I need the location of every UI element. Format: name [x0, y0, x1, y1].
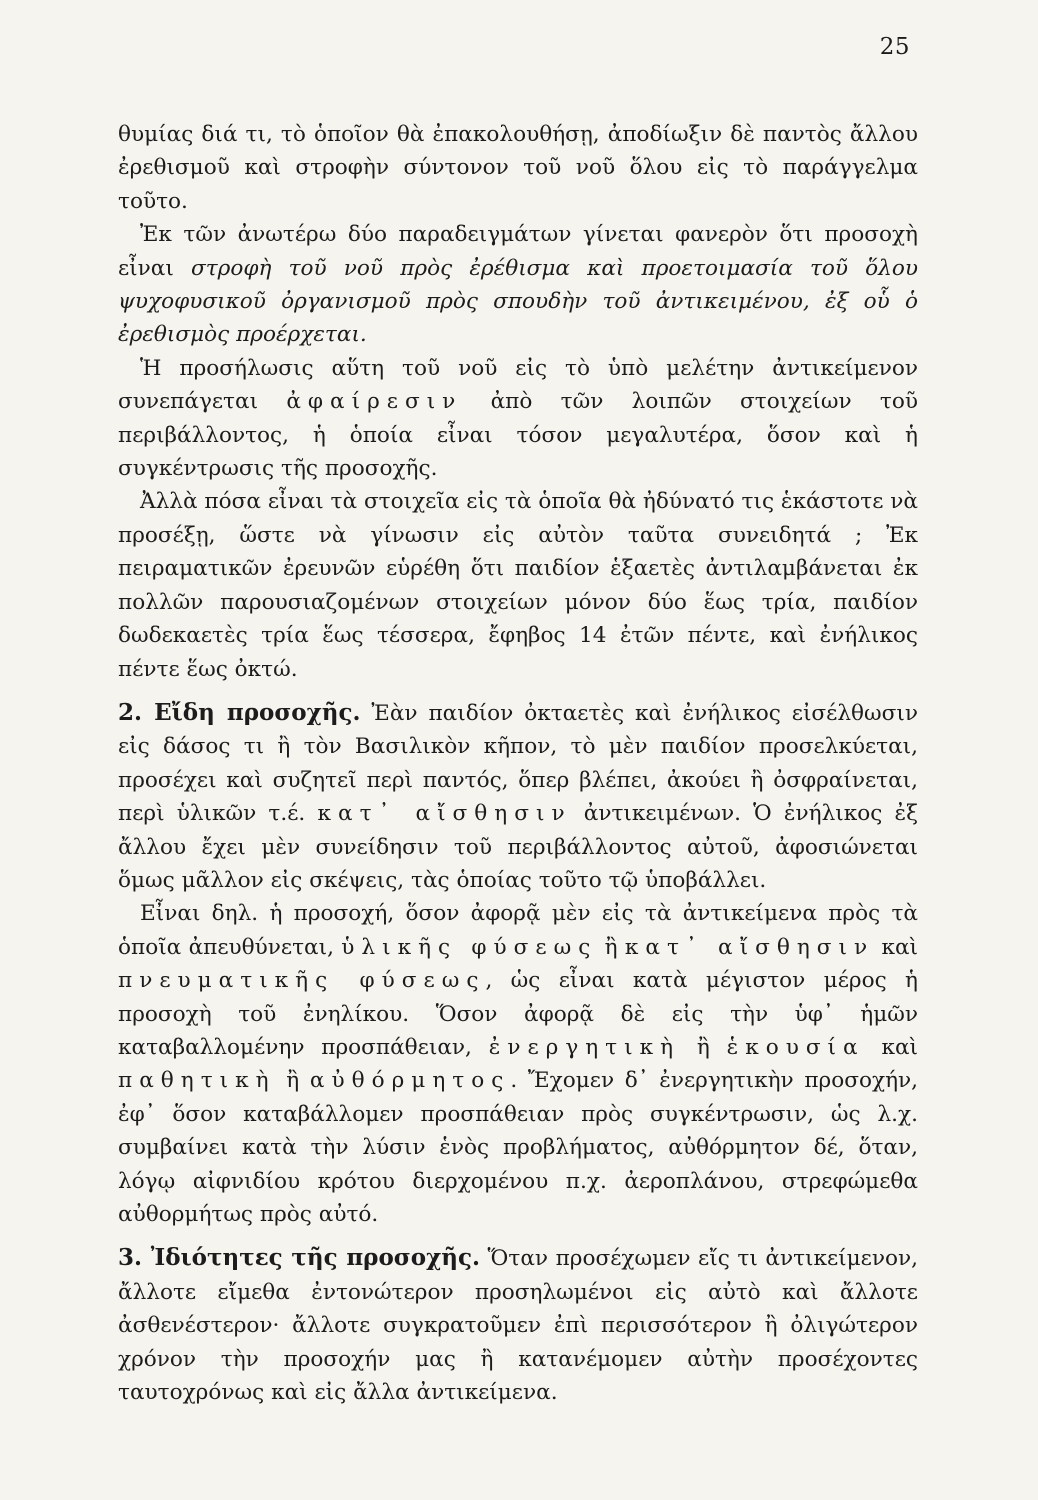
paragraph-text: Ἡ προσήλωσις αὕτη τοῦ νοῦ εἰς τὸ ὑπὸ μελέτην ἀντικείμενον συνεπάγεται [118, 355, 918, 415]
emphasis-spaced: πνευματικῆς φύσεως [118, 968, 486, 994]
page-number: 25 [879, 34, 910, 60]
paragraph-text: ἢ [680, 1034, 727, 1060]
paragraph-text: . Ἔχομεν δ᾽ ἐνεργητικὴν προσοχήν, ἐφ᾽ ὅσον καταβάλλομεν προσπάθειαν πρὸς συγκέντρωσιν, ὡς λ.χ. συμβαίνει κατὰ τὴν λύσιν ἑνὸς προβλήματος, αὐθόρμητον δέ, ὅταν, λόγῳ αἰφνιδίου κρότου διερχομένου π.χ. ἀεροπλάνου, στρεφώμεθα αὐθορμήτως πρὸς αὐτό. [118, 1068, 918, 1227]
paragraph-text: , ὡς εἶναι κατὰ μέγιστον μέρος ἡ προσοχὴ τοῦ ἐνηλίκου. Ὅσον ἀφορᾷ δὲ εἰς τὴν ὑφ᾽ ἡμῶν καταβαλλομένην προσπάθειαν, [118, 968, 918, 1060]
paragraph-text: Ἐκ τῶν ἀνωτέρω δύο παραδειγμάτων γίνεται φανερὸν ὅτι προσοχὴ εἶναι [118, 222, 918, 281]
paragraph-text: Ὅταν προσέχωμεν εἴς τι ἀντικείμενον, ἄλλοτε εἴμεθα ἐντονώτερον προσηλωμένοι εἰς αὐτὸ καὶ ἄλλοτε ἀσθενέστερον· ἄλλοτε συγκρατοῦμεν ἐπὶ περισσότερον ἢ ὀλιγώτερον χρόνον τὴν προσοχήν μας ἢ κατανέμομεν αὐτὴν προσέχοντες ταυτοχρόνως καὶ εἰς ἄλλα ἀντικείμενα. [118, 1246, 918, 1406]
paragraph-text: ἀπὸ τῶν λοιπῶν στοιχείων τοῦ περιβάλλοντος, ἡ ὁποία εἶναι τόσον μεγαλυτέρα, ὅσον καὶ ἡ συγκέντρωσις τῆς προσοχῆς. [118, 389, 918, 482]
paragraph-text: ἀντικειμένων. Ὁ ἐνήλικος ἐξ ἄλλου ἔχει μὲν συνείδησιν τοῦ περιβάλλοντος αὐτοῦ, ἀφοσιώνεται ὅμως μᾶλλον εἰς σκέψεις, τὰς ὁποίας τοῦτο τῷ ὑποβάλλει. [118, 801, 918, 893]
paragraph-text: Ἐὰν παιδίον ὀκταετὲς καὶ ἐνήλικος εἰσέλθωσιν εἰς δάσος τι ἢ τὸν Βασιλικὸν κῆπον, τὸ μὲν παιδίον προσελκύεται, προσέχει καὶ συζητεῖ περὶ παντός, ὅπερ βλέπει, ἀκούει ἢ ὀσφραίνεται, περὶ ὑλικῶν τ.έ. [118, 700, 918, 827]
definition-italic: στροφὴ τοῦ νοῦ πρὸς ἐρέθισμα καὶ προετοιμασία τοῦ ὅλου ψυχοφυσικοῦ ὀργανισμοῦ πρὸς σπουδὴν τοῦ ἀντικειμένου, ἐξ οὗ ὁ ἐρεθισμὸς προέρχεται. [118, 255, 918, 348]
paragraph-text: ἢ [597, 934, 625, 960]
paragraph-kinds [118, 897, 918, 1231]
emphasis-spaced: ἀφαίρεσιν [286, 389, 463, 415]
section-heading: 3. Ἰδιότητες τῆς προσοχῆς. [118, 1244, 480, 1272]
emphasis-spaced: ὑλικῆς φύσεως [341, 934, 598, 960]
emphasis-spaced: ἑκουσία [726, 1034, 865, 1060]
emphasis-spaced: αὐθόρμητος [309, 1068, 511, 1094]
body-text [118, 118, 918, 1409]
emphasis-spaced: κατ᾽ αἴσθησιν [624, 934, 875, 960]
paragraph-text: Εἶναι δηλ. ἡ προσοχή, ὅσον ἀφορᾷ μὲν εἰς τὰ ἀντικείμενα πρὸς τὰ ὁποῖα ἀπευθύνεται, [118, 901, 918, 960]
emphasis-spaced: ἐνεργητικὴ [488, 1034, 681, 1060]
section-2 [118, 696, 918, 897]
emphasis-spaced: κατ᾽ αἴσθησιν [317, 801, 572, 827]
paragraph-experiments [118, 485, 918, 685]
emphasis-spaced: παθητικὴ [118, 1068, 276, 1094]
paragraph-abstraction [118, 352, 918, 486]
paragraph-text: καὶ [874, 934, 918, 960]
paragraph-text: θυμίας διά τι, τὸ ὁποῖον θὰ ἐπακολουθήσῃ, ἀποδίωξιν δὲ παντὸς ἄλλου ἐρεθισμοῦ καὶ στροφὴν σύντονον τοῦ νοῦ ὅλου εἰς τὸ παράγγελμα τοῦτο. [118, 122, 918, 214]
paragraph-text: καὶ [864, 1034, 918, 1060]
paragraph-definition [118, 218, 918, 352]
section-3 [118, 1241, 918, 1409]
paragraph-continuation [118, 118, 918, 218]
paragraph-text: Ἀλλὰ πόσα εἶναι τὰ στοιχεῖα εἰς τὰ ὁποῖα θὰ ἠδύνατό τις ἑκάστοτε νὰ προσέξῃ, ὥστε νὰ γίνωσιν εἰς αὐτὸν ταῦτα συνειδητά ; Ἐκ πειραματικῶν ἐρευνῶν εὑρέθη ὅτι παιδίον ἑξαετὲς ἀντιλαμβάνεται ἐκ πολλῶν παρουσιαζομένων στοιχείων μόνον δύο ἕως τρία, παιδίον δωδεκαετὲς τρία ἕως τέσσερα, ἔφηβος 14 ἐτῶν πέντε, καὶ ἐνήλικος πέντε ἕως ὀκτώ. [118, 489, 918, 682]
section-heading: 2. Εἴδη προσοχῆς. [118, 698, 361, 726]
paragraph-text: ἢ [275, 1068, 310, 1094]
